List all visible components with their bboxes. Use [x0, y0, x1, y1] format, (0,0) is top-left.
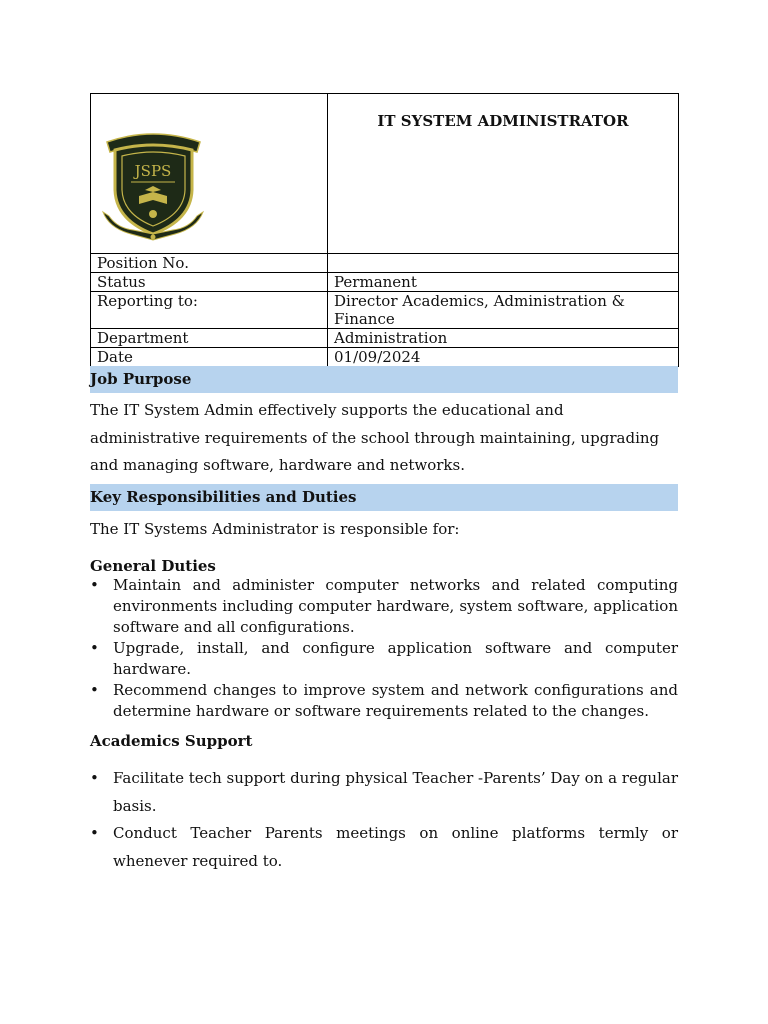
list-item: [90, 638, 678, 680]
bullet-icon: •: [90, 769, 99, 787]
bullet-icon: •: [90, 824, 99, 842]
reporting-to-label: Reporting to:: [91, 292, 328, 329]
date-label: Date: [91, 348, 328, 367]
list-item: [90, 820, 678, 875]
list-item-text: Recommend changes to improve system and network configurations and determine hardware or software requirements related to the changes.: [113, 681, 678, 720]
list-item-text: Facilitate tech support during physical Teacher -Parents’ Day on a regular basis.: [113, 769, 679, 815]
page-title: IT SYSTEM ADMINISTRATOR: [328, 94, 679, 254]
list-item-text: Upgrade, install, and configure application software and computer hardware.: [113, 639, 678, 678]
list-item: [90, 680, 678, 722]
position-no-value: [328, 254, 679, 273]
list-item-text: Conduct Teacher Parents meetings on online platforms termly or whenever required to.: [113, 824, 678, 870]
department-label: Department: [91, 329, 328, 348]
job-purpose-paragraph: The IT System Admin effectively supports the educational and administrative requirements of the school through maintaining, upgrading and managing software, hardware and networks.: [90, 401, 660, 474]
logo-initials: JSPS: [134, 162, 172, 180]
job-purpose-heading: Job Purpose: [90, 366, 678, 393]
school-logo: [101, 112, 206, 248]
responsibilities-heading: Key Responsibilities and Duties: [90, 484, 678, 511]
bullet-icon: •: [90, 639, 99, 657]
position-no-label: Position No.: [91, 254, 328, 273]
academics-support-list: [90, 765, 678, 875]
list-item: [90, 765, 678, 820]
logo-cell: [91, 94, 328, 254]
status-label: Status: [91, 273, 328, 292]
job-header-table: [90, 93, 679, 367]
status-value: Permanent: [328, 273, 679, 292]
job-purpose-text: [90, 397, 678, 480]
bullet-icon: •: [90, 576, 99, 594]
bullet-icon: •: [90, 681, 99, 699]
list-item: [90, 575, 678, 638]
department-value: Administration: [328, 329, 679, 348]
academics-support-heading: Academics Support: [90, 732, 253, 750]
general-duties-heading: General Duties: [90, 557, 216, 575]
date-value: 01/09/2024: [328, 348, 679, 367]
reporting-to-value: Director Academics, Administration & Finance: [328, 292, 679, 329]
list-item-text: Maintain and administer computer networks and related computing environments including computer hardware, system software, application software and all configurations.: [113, 576, 678, 636]
responsibilities-intro: The IT Systems Administrator is responsible for:: [90, 520, 460, 538]
general-duties-list: [90, 575, 678, 722]
